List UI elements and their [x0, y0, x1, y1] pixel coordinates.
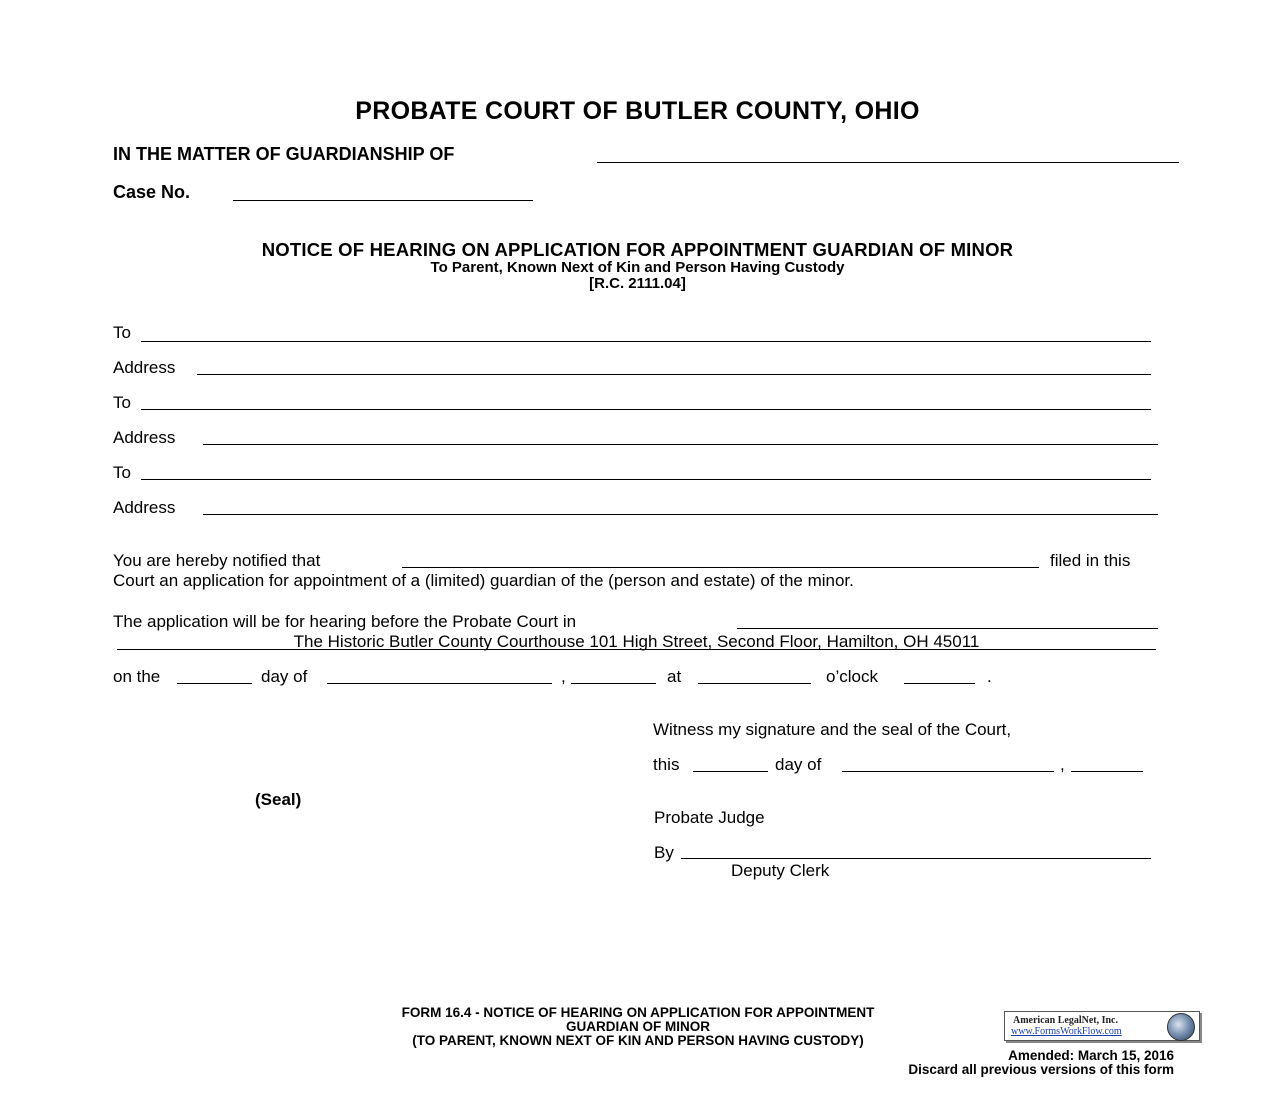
address-field[interactable] [203, 444, 1158, 445]
hearing-month-field[interactable] [327, 683, 552, 684]
address-label: Address [113, 428, 176, 447]
oclock-label: o’clock [826, 667, 878, 686]
comma: , [561, 667, 566, 686]
discard-notice: Discard all previous versions of this form [908, 1062, 1174, 1077]
to-field[interactable] [141, 479, 1151, 480]
hearing-time-field[interactable] [698, 683, 811, 684]
at-label: at [667, 667, 682, 686]
notice-subtitle: To Parent, Known Next of Kin and Person Having Custody [430, 259, 845, 276]
logo-company-name: American LegalNet, Inc. [1013, 1015, 1118, 1026]
seal-label: (Seal) [255, 790, 302, 809]
address-label: Address [113, 498, 176, 517]
notified-suffix: filed in this [1050, 551, 1131, 570]
globe-icon [1167, 1013, 1195, 1041]
matter-label: IN THE MATTER OF GUARDIANSHIP OF [113, 144, 455, 164]
to-label: To [113, 463, 131, 482]
witness-text: Witness my signature and the seal of the Court, [653, 720, 1012, 739]
statute-reference: [R.C. 2111.04] [589, 275, 686, 292]
probate-judge-label: Probate Judge [654, 808, 765, 827]
application-line: Court an application for appointment of a (limited) guardian of the (person and estate) of the minor. [113, 571, 854, 590]
court-title: PROBATE COURT OF BUTLER COUNTY, OHIO [355, 97, 920, 125]
clerk-signature-field[interactable] [681, 858, 1151, 859]
by-label: By [654, 843, 674, 862]
to-field[interactable] [141, 341, 1151, 342]
hearing-location: The Historic Butler County Courthouse 101 High Street, Second Floor, Hamilton, OH 45011 [293, 632, 980, 651]
applicant-name-field[interactable] [402, 567, 1039, 568]
signature-comma: , [1060, 755, 1065, 774]
hearing-court-field[interactable] [737, 628, 1158, 629]
form-title-line3: (TO PARENT, KNOWN NEXT OF KIN AND PERSON HAVING CUSTODY) [412, 1033, 864, 1048]
case-number-label: Case No. [113, 182, 191, 202]
notice-title: NOTICE OF HEARING ON APPLICATION FOR APPOINTMENT GUARDIAN OF MINOR [261, 239, 1014, 260]
hearing-prefix: The application will be for hearing before the Probate Court in [113, 612, 577, 631]
signature-month-field[interactable] [842, 771, 1054, 772]
guardianship-name-field[interactable] [597, 162, 1179, 163]
period: . [987, 667, 992, 686]
signature-day-field[interactable] [693, 771, 768, 772]
signature-year-field[interactable] [1071, 771, 1143, 772]
hearing-day-field[interactable] [177, 683, 252, 684]
legalnet-logo[interactable] [1004, 1011, 1200, 1041]
form-title-line2: GUARDIAN OF MINOR [566, 1019, 710, 1034]
form-title-line1: FORM 16.4 - NOTICE OF HEARING ON APPLICATION FOR APPOINTMENT [401, 1005, 875, 1020]
hearing-year-field[interactable] [571, 683, 656, 684]
address-label: Address [113, 358, 176, 377]
on-the-label: on the [113, 667, 161, 686]
notified-prefix: You are hereby notified that [113, 551, 321, 570]
deputy-clerk-label: Deputy Clerk [731, 861, 830, 880]
this-label: this [653, 755, 680, 774]
to-field[interactable] [141, 409, 1151, 410]
day-of-label: day of [261, 667, 308, 686]
address-field[interactable] [203, 514, 1158, 515]
address-field[interactable] [197, 374, 1151, 375]
signature-day-of-label: day of [775, 755, 822, 774]
to-label: To [113, 323, 131, 342]
to-label: To [113, 393, 131, 412]
amended-date: Amended: March 15, 2016 [1008, 1048, 1174, 1063]
hearing-ampm-field[interactable] [904, 683, 975, 684]
case-number-field[interactable] [233, 200, 533, 201]
logo-url-link[interactable]: www.FormsWorkFlow.com [1011, 1026, 1122, 1037]
